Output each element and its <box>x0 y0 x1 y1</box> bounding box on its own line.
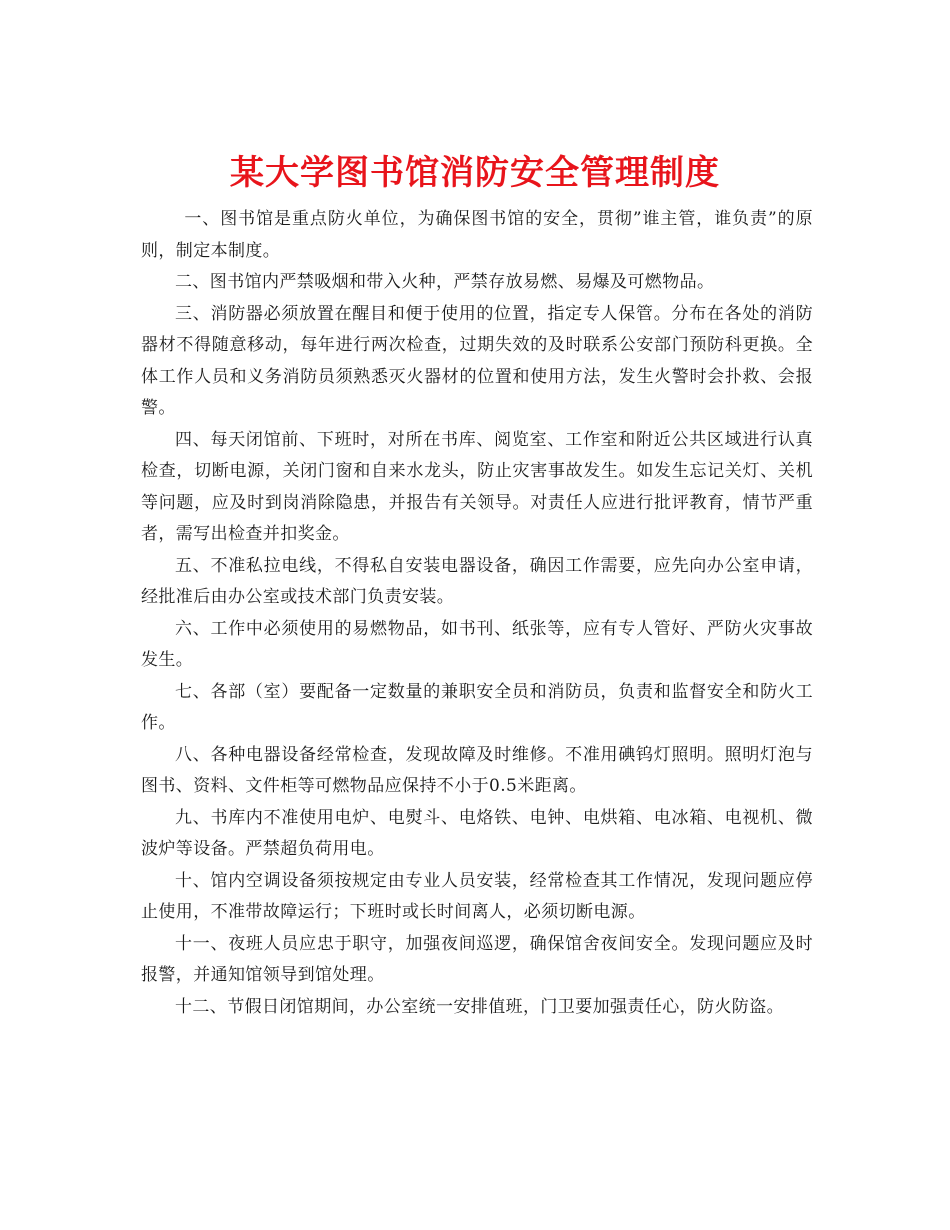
paragraph-7: 七、各部（室）要配备一定数量的兼职安全员和消防员，负责和监督安全和防火工作。 <box>141 681 813 733</box>
paragraph-5: 五、不准私拉电线，不得私自安装电器设备，确因工作需要，应先向办公室申请，经批准后由办公室或技术部门负责安装。 <box>141 555 813 607</box>
document-body <box>141 204 813 1023</box>
paragraph-11: 十一、夜班人员应忠于职守，加强夜间巡逻，确保馆舍夜间安全。发现问题应及时报警，并通知馆领导到馆处理。 <box>141 933 813 985</box>
paragraph-2: 二、图书馆内严禁吸烟和带入火种，严禁存放易燃、易爆及可燃物品。 <box>175 272 715 292</box>
paragraph-10: 十、馆内空调设备须按规定由专业人员安装，经常检查其工作情况，发现问题应停止使用，不准带故障运行；下班时或长时间离人，必须切断电源。 <box>141 870 813 922</box>
paragraph-3: 三、消防器必须放置在醒目和便于使用的位置，指定专人保管。分布在各处的消防器材不得随意移动，每年进行两次检查，过期失效的及时联系公安部门预防科更换。全体工作人员和义务消防员须熟悉灭火器材的位置和使用方法，发生火警时会扑救、会报警。 <box>141 303 813 418</box>
paragraph-8: 八、各种电器设备经常检查，发现故障及时维修。不准用碘钨灯照明。照明灯泡与图书、资料、文件柜等可燃物品应保持不小于0.5米距离。 <box>141 744 813 796</box>
paragraph-1: 一、图书馆是重点防火单位，为确保图书馆的安全，贯彻”谁主管，谁负责”的原则，制定本制度。 <box>141 209 813 261</box>
paragraph-4: 四、每天闭馆前、下班时，对所在书库、阅览室、工作室和附近公共区域进行认真检查，切断电源，关闭门窗和自来水龙头，防止灾害事故发生。如发生忘记关灯、关机等问题，应及时到岗消除隐患，并报告有关领导。对责任人应进行批评教育，情节严重者，需写出检查并扣奖金。 <box>141 429 813 544</box>
paragraph-6: 六、工作中必须使用的易燃物品，如书刊、纸张等，应有专人管好、严防火灾事故发生。 <box>141 618 813 670</box>
paragraph-12: 十二、节假日闭馆期间，办公室统一安排值班，门卫要加强责任心，防火防盗。 <box>175 996 784 1017</box>
paragraph-9: 九、书库内不准使用电炉、电熨斗、电烙铁、电钟、电烘箱、电冰箱、电视机、微波炉等设备。严禁超负荷用电。 <box>141 807 813 859</box>
document-title: 某大学图书馆消防安全管理制度 <box>230 152 720 193</box>
